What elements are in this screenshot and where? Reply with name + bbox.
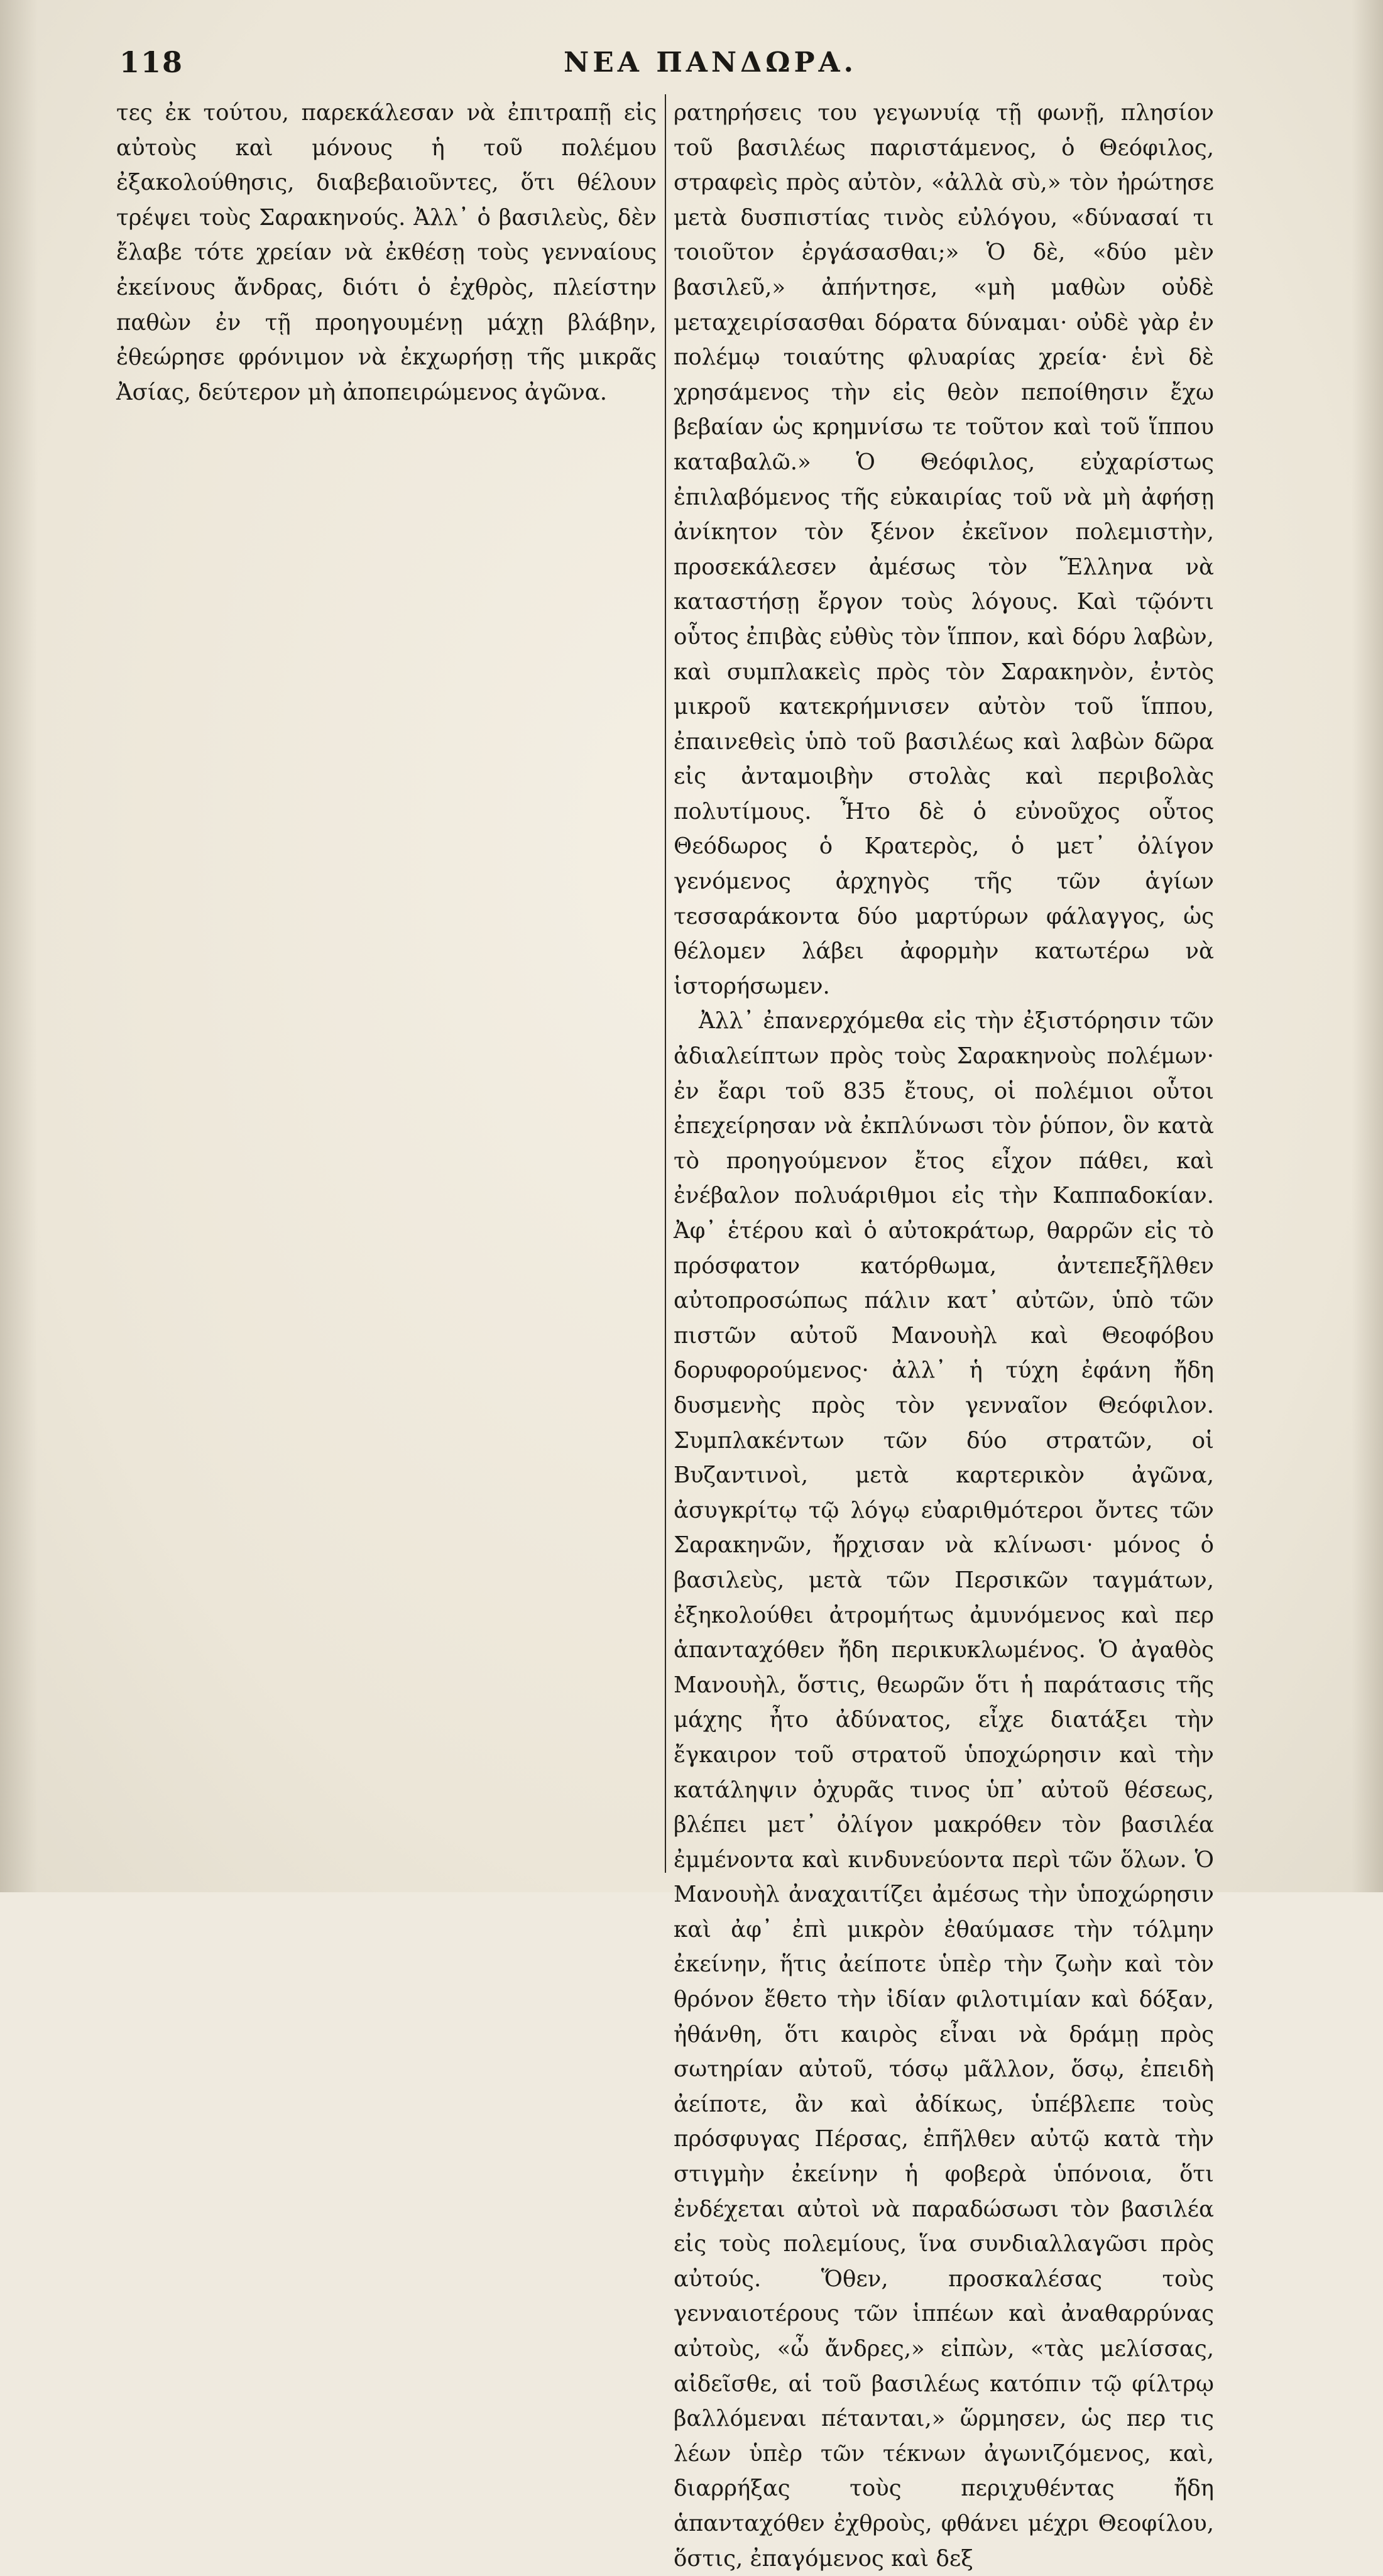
page-number: 118: [119, 45, 184, 79]
right-column: [674, 96, 1214, 2572]
page-edge-shadow: [1352, 0, 1383, 1892]
running-title: ΝΕΑ ΠΑΝΔΩΡΑ.: [564, 47, 857, 79]
left-column: [116, 96, 657, 1874]
binding-shadow: [0, 0, 38, 1892]
right-paragraph-2: Ἀλλ᾽ ἐπανερχόμεθα εἰς τὴν ἐξιστόρησιν τῶν ἀδιαλείπτων πρὸς τοὺς Σαρακηνοὺς πολέμων· ἐν ἔαρι τοῦ 835 ἔτους, οἱ πολέμιοι οὗτοι ἐπεχείρησαν νὰ ἐκπλύνωσι τὸν ῥύπον, ὃν κατὰ τὸ προηγούμενον ἔτος εἶχον πάθει, καὶ ἐνέβαλον πολυάριθμοι εἰς τὴν Καππαδοκίαν. Ἀφ᾽ ἑτέρου καὶ ὁ αὐτοκράτωρ, θαρρῶν εἰς τὸ πρόσφατον κατόρθωμα, ἀντεπεξῆλθεν αὐτοπροσώπως πάλιν κατ᾽ αὐτῶν, ὑπὸ τῶν πιστῶν αὐτοῦ Μανουὴλ καὶ Θεοφόβου δορυφορούμενος· ἀλλ᾽ ἡ τύχη ἐφάνη ἤδη δυσμενὴς πρὸς τὸν γενναῖον Θεόφιλον. Συμπλακέντων τῶν δύο στρατῶν, οἱ Βυζαντινοὶ, μετὰ καρτερικὸν ἀγῶνα, ἀσυγκρίτῳ τῷ λόγῳ εὐαριθμότεροι ὄντες τῶν Σαρακηνῶν, ἤρχισαν νὰ κλίνωσι· μόνος ὁ βασιλεὺς, μετὰ τῶν Περσικῶν ταγμάτων, ἐξηκολούθει ἀτρομήτως ἀμυνόμενος καὶ περ ἁπανταχόθεν ἤδη περικυκλωμένος. Ὁ ἀγαθὸς Μανουὴλ, ὅστις, θεωρῶν ὅτι ἡ παράτασις τῆς μάχης ἦτο ἀδύνατος, εἶχε διατάξει τὴν ἔγκαιρον τοῦ στρατοῦ ὑποχώρησιν καὶ τὴν κατάληψιν ὀχυρᾶς τινος ὑπ᾽ αὐτοῦ θέσεως, βλέπει μετ᾽ ὀλίγον μακρόθεν τὸν βασιλέα ἐμμένοντα καὶ κινδυνεύοντα περὶ τῶν ὅλων. Ὁ Μανουὴλ ἀναχαιτίζει ἀμέσως τὴν ὑποχώρησιν καὶ ἀφ᾽ ἐπὶ μικρὸν ἐθαύμασε τὴν τόλμην ἐκείνην, ἥτις ἀείποτε ὑπὲρ τὴν ζωὴν καὶ τὸν θρόνον ἔθετο τὴν ἰδίαν φιλοτιμίαν καὶ δόξαν, ἠθάνθη, ὅτι καιρὸς εἶναι νὰ δράμῃ πρὸς σωτηρίαν αὐτοῦ, τόσῳ μᾶλλον, ὅσῳ, ἐπειδὴ ἀείποτε, ἂν καὶ ἀδίκως, ὑπέβλεπε τοὺς πρόσφυγας Πέρσας, ἐπῆλθεν αὐτῷ κατὰ τὴν στιγμὴν ἐκείνην ἡ φοβερὰ ὑπόνοια, ὅτι ἐνδέχεται αὐτοὶ νὰ παραδώσωσι τὸν βασιλέα εἰς τοὺς πολεμίους, ἵνα συνδιαλλαγῶσι πρὸς αὐτούς. Ὅθεν, προσκαλέσας τοὺς γενναιοτέρους τῶν ἱππέων καὶ ἀναθαρρύνας αὐτοὺς, «ὦ ἄνδρες,» εἰπὼν, «τὰς μελίσσας, αἰδεῖσθε, αἱ τοῦ βασιλέως κατόπιν τῷ φίλτρῳ βαλλόμεναι πέτανται,» ὥρμησεν, ὡς περ τις λέων ὑπὲρ τῶν τέκνων ἀγωνιζόμενος, καὶ, διαρρήξας τοὺς περιχυθέντας ἤδη ἁπανταχόθεν ἐχθροὺς, φθάνει μέχρι Θεοφίλου, ὅστις, ἐπαγόμενος καὶ δεξ: [674, 1008, 1214, 2572]
right-paragraph-1: ρατηρήσεις του γεγωνυίᾳ τῇ φωνῇ, πλησίον τοῦ βασιλέως παριστάμενος, ὁ Θεόφιλος, στραφεὶς πρὸς αὐτὸν, «ἀλλὰ σὺ,» τὸν ἠρώτησε μετὰ δυσπιστίας τινὸς εὐλόγου, «δύνασαί τι τοιοῦτον ἐργάσασθαι;» Ὁ δὲ, «δύο μὲν βασιλεῦ,» ἀπήντησε, «μὴ μαθὼν οὐδὲ μεταχειρίσασθαι δόρατα δύναμαι· οὐδὲ γὰρ ἐν πολέμῳ τοιαύτης φλυαρίας χρεία· ἑνὶ δὲ χρησάμενος τὴν εἰς θεὸν πεποίθησιν ἔχω βεβαίαν ὡς κρημνίσω τε τοῦτον καὶ τοῦ ἵππου καταβαλῶ.» Ὁ Θεόφιλος, εὐχαρίστως ἐπιλαβόμενος τῆς εὐκαιρίας τοῦ νὰ μὴ ἀφήσῃ ἀνίκητον τὸν ξένον ἐκεῖνον πολεμιστὴν, προσεκάλεσεν ἀμέσως τὸν Ἕλληνα νὰ καταστήσῃ ἔργον τοὺς λόγους. Καὶ τῷόντι οὗτος ἐπιβὰς εὐθὺς τὸν ἵππον, καὶ δόρυ λαβὼν, καὶ συμπλακεὶς πρὸς τὸν Σαρακηνὸν, ἐντὸς μικροῦ κατεκρήμνισεν αὐτὸν τοῦ ἵππου, ἐπαινεθεὶς ὑπὸ τοῦ βασιλέως καὶ λαβὼν δῶρα εἰς ἀνταμοιβὴν στολὰς καὶ περιβολὰς πολυτίμους. Ἦτο δὲ ὁ εὐνοῦχος οὗτος Θεόδωρος ὁ Κρατερὸς, ὁ μετ᾽ ὀλίγον γενόμενος ἀρχηγὸς τῆς τῶν ἁγίων τεσσαράκοντα δύο μαρτύρων φάλαγγος, ὡς θέλομεν λάβει ἀφορμὴν κατωτέρω νὰ ἱστορήσωμεν.: [674, 100, 1214, 999]
column-rule: [665, 94, 666, 1873]
page-header: [107, 45, 1314, 89]
left-paragraph-1: τες ἐκ τούτου, παρεκάλεσαν νὰ ἐπιτραπῇ εἰς αὐτοὺς καὶ μόνους ἡ τοῦ πολέμου ἐξακολούθησις, διαβεβαιοῦντες, ὅτι θέλουν τρέψει τοὺς Σαρακηνούς. Ἀλλ᾽ ὁ βασιλεὺς, δὲν ἔλαβε τότε χρείαν νὰ ἐκθέσῃ τοὺς γενναίους ἐκείνους ἄνδρας, διότι ὁ ἐχθρὸς, πλείστην παθὼν ἐν τῇ προηγουμένῃ μάχῃ βλάβην, ἐθεώρησε φρόνιμον νὰ ἐκχωρήσῃ τῆς μικρᾶς Ἀσίας, δεύτερον μὴ ἀποπειρώμενος ἀγῶνα.: [116, 100, 657, 405]
